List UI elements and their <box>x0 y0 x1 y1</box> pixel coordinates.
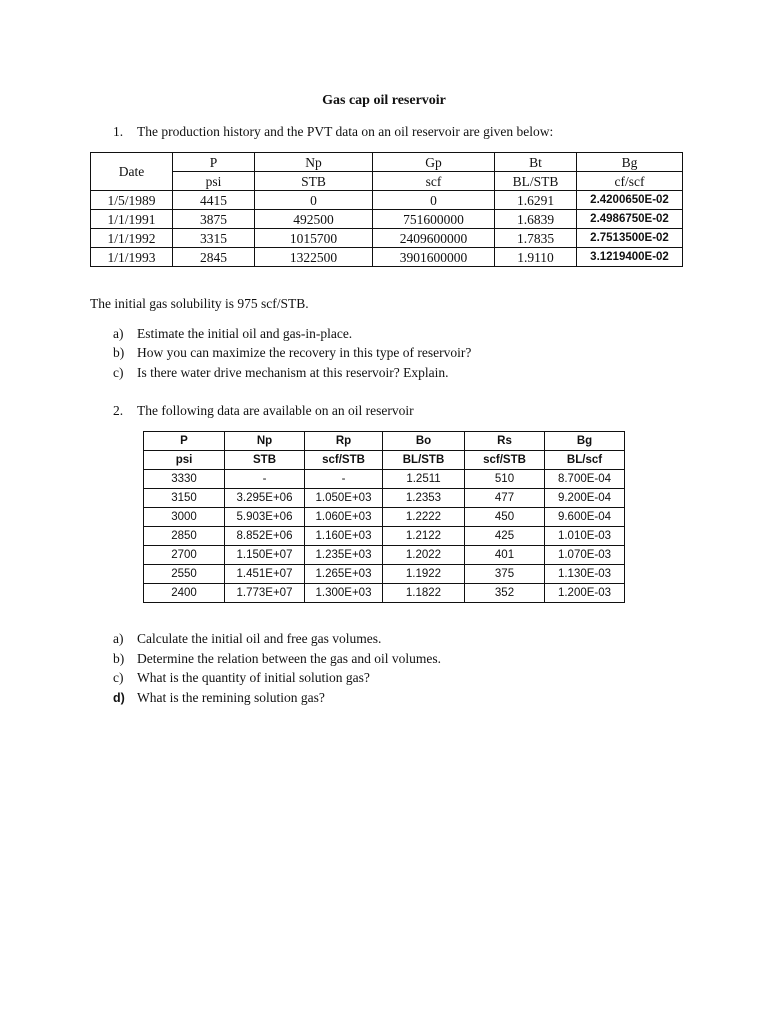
table-cell: 5.903E+06 <box>225 508 305 527</box>
production-history-table <box>90 152 683 267</box>
column-header: Np <box>255 153 373 172</box>
table-cell: 3.295E+06 <box>225 489 305 508</box>
column-unit: cf/scf <box>577 172 683 191</box>
table-cell: 4415 <box>173 191 255 210</box>
sub-question-text: What is the quantity of initial solution gas? <box>137 670 370 685</box>
column-unit: BL/scf <box>545 451 625 470</box>
column-unit: STB <box>255 172 373 191</box>
gas-solubility-note: The initial gas solubility is 975 scf/STB. <box>90 296 309 311</box>
table-cell: 401 <box>465 546 545 565</box>
table-cell: 352 <box>465 584 545 603</box>
column-header: Rp <box>305 432 383 451</box>
column-header: P <box>144 432 225 451</box>
table-cell: 1.1922 <box>383 565 465 584</box>
sub-question <box>113 344 471 362</box>
question-1 <box>113 123 553 141</box>
table-cell: 1.150E+07 <box>225 546 305 565</box>
table-cell: 1.300E+03 <box>305 584 383 603</box>
table-cell: 0 <box>255 191 373 210</box>
table-row <box>91 210 683 229</box>
column-header: Bg <box>545 432 625 451</box>
sub-question-text: Calculate the initial oil and free gas volumes. <box>137 631 382 646</box>
table-cell: 375 <box>465 565 545 584</box>
table-cell: - <box>225 470 305 489</box>
table-cell: 1.010E-03 <box>545 527 625 546</box>
sub-question-letter: a) <box>113 631 124 646</box>
table-cell: 8.852E+06 <box>225 527 305 546</box>
table-cell: 3000 <box>144 508 225 527</box>
table-cell: 1.050E+03 <box>305 489 383 508</box>
table-cell: 1.060E+03 <box>305 508 383 527</box>
column-unit: STB <box>225 451 305 470</box>
table-header-row <box>91 153 683 172</box>
table-row <box>144 470 625 489</box>
column-header: Bt <box>495 153 577 172</box>
table-cell: 1322500 <box>255 248 373 267</box>
table-cell: 510 <box>465 470 545 489</box>
column-header: Gp <box>373 153 495 172</box>
table-cell: 1.2022 <box>383 546 465 565</box>
question-2 <box>113 402 414 420</box>
table-cell: 3901600000 <box>373 248 495 267</box>
table-row <box>91 248 683 267</box>
table-cell: 1015700 <box>255 229 373 248</box>
page-title: Gas cap oil reservoir <box>322 93 446 108</box>
column-header: Bo <box>383 432 465 451</box>
table-cell: 1.2222 <box>383 508 465 527</box>
table-cell: 2550 <box>144 565 225 584</box>
table-row <box>144 565 625 584</box>
sub-question-text: What is the remining solution gas? <box>137 690 325 705</box>
table-cell: 1.1822 <box>383 584 465 603</box>
table-cell: 1/1/1991 <box>91 210 173 229</box>
table-cell: 1.130E-03 <box>545 565 625 584</box>
table-cell: 9.600E-04 <box>545 508 625 527</box>
table-cell: 1.6839 <box>495 210 577 229</box>
sub-question <box>113 630 381 648</box>
table-cell: 2700 <box>144 546 225 565</box>
table-cell: 3.1219400E-02 <box>577 248 683 267</box>
table-cell: 1/1/1993 <box>91 248 173 267</box>
table-cell: 1.7835 <box>495 229 577 248</box>
table-cell: 1/1/1992 <box>91 229 173 248</box>
table-cell: 1.2511 <box>383 470 465 489</box>
table-cell: 3875 <box>173 210 255 229</box>
table-header-row <box>144 432 625 451</box>
table-cell: 2845 <box>173 248 255 267</box>
table-cell: 1.773E+07 <box>225 584 305 603</box>
table-cell: 1.451E+07 <box>225 565 305 584</box>
question-number: 2. <box>113 403 124 418</box>
table-cell: 2400 <box>144 584 225 603</box>
column-unit: scf/STB <box>305 451 383 470</box>
table-cell: 1.200E-03 <box>545 584 625 603</box>
column-unit: BL/STB <box>495 172 577 191</box>
table-cell: 2409600000 <box>373 229 495 248</box>
table-units-row <box>144 451 625 470</box>
table-cell: 2.4986750E-02 <box>577 210 683 229</box>
table-cell: 2850 <box>144 527 225 546</box>
table-cell: 8.700E-04 <box>545 470 625 489</box>
question-text: The following data are available on an oil reservoir <box>137 403 414 418</box>
column-header: Date <box>91 153 173 191</box>
sub-question-letter: b) <box>113 651 125 666</box>
table-cell: 477 <box>465 489 545 508</box>
table-cell: 751600000 <box>373 210 495 229</box>
column-header: Rs <box>465 432 545 451</box>
column-unit: psi <box>144 451 225 470</box>
table-row <box>144 546 625 565</box>
table-cell: 0 <box>373 191 495 210</box>
table-cell: 2.4200650E-02 <box>577 191 683 210</box>
sub-question-text: Estimate the initial oil and gas-in-place. <box>137 326 353 341</box>
sub-question-letter: a) <box>113 326 124 341</box>
column-unit: scf/STB <box>465 451 545 470</box>
question-number: 1. <box>113 124 124 139</box>
table-units-row <box>91 172 683 191</box>
table-cell: 492500 <box>255 210 373 229</box>
table-row <box>144 489 625 508</box>
reservoir-data-table <box>143 431 625 603</box>
table-cell: 1/5/1989 <box>91 191 173 210</box>
sub-question <box>113 364 449 382</box>
column-header: Np <box>225 432 305 451</box>
table-row <box>91 229 683 248</box>
column-unit: scf <box>373 172 495 191</box>
table-cell: 3330 <box>144 470 225 489</box>
table-row <box>144 527 625 546</box>
table-cell: 1.265E+03 <box>305 565 383 584</box>
sub-question-letter: c) <box>113 670 124 685</box>
column-header: Bg <box>577 153 683 172</box>
table-cell: 1.9110 <box>495 248 577 267</box>
column-header: P <box>173 153 255 172</box>
sub-question-letter: d) <box>113 691 125 705</box>
sub-question <box>113 669 370 687</box>
table-cell: 2.7513500E-02 <box>577 229 683 248</box>
sub-question-text: Determine the relation between the gas and oil volumes. <box>137 651 442 666</box>
table-cell: 450 <box>465 508 545 527</box>
table-row <box>91 191 683 210</box>
table-cell: 1.070E-03 <box>545 546 625 565</box>
table-cell: 1.6291 <box>495 191 577 210</box>
sub-question <box>113 650 441 668</box>
sub-question-text: How you can maximize the recovery in this type of reservoir? <box>137 345 472 360</box>
table-cell: 425 <box>465 527 545 546</box>
sub-question <box>113 325 352 343</box>
column-unit: BL/STB <box>383 451 465 470</box>
table-cell: 1.235E+03 <box>305 546 383 565</box>
table-cell: 9.200E-04 <box>545 489 625 508</box>
sub-question <box>113 689 325 707</box>
table-row <box>144 508 625 527</box>
table-cell: 1.160E+03 <box>305 527 383 546</box>
table-cell: 1.2122 <box>383 527 465 546</box>
sub-question-letter: c) <box>113 365 124 380</box>
column-unit: psi <box>173 172 255 191</box>
table-cell: 3315 <box>173 229 255 248</box>
table-cell: - <box>305 470 383 489</box>
table-row <box>144 584 625 603</box>
table-cell: 1.2353 <box>383 489 465 508</box>
sub-question-text: Is there water drive mechanism at this reservoir? Explain. <box>137 365 449 380</box>
sub-question-letter: b) <box>113 345 125 360</box>
table-cell: 3150 <box>144 489 225 508</box>
question-text: The production history and the PVT data on an oil reservoir are given below: <box>137 124 554 139</box>
